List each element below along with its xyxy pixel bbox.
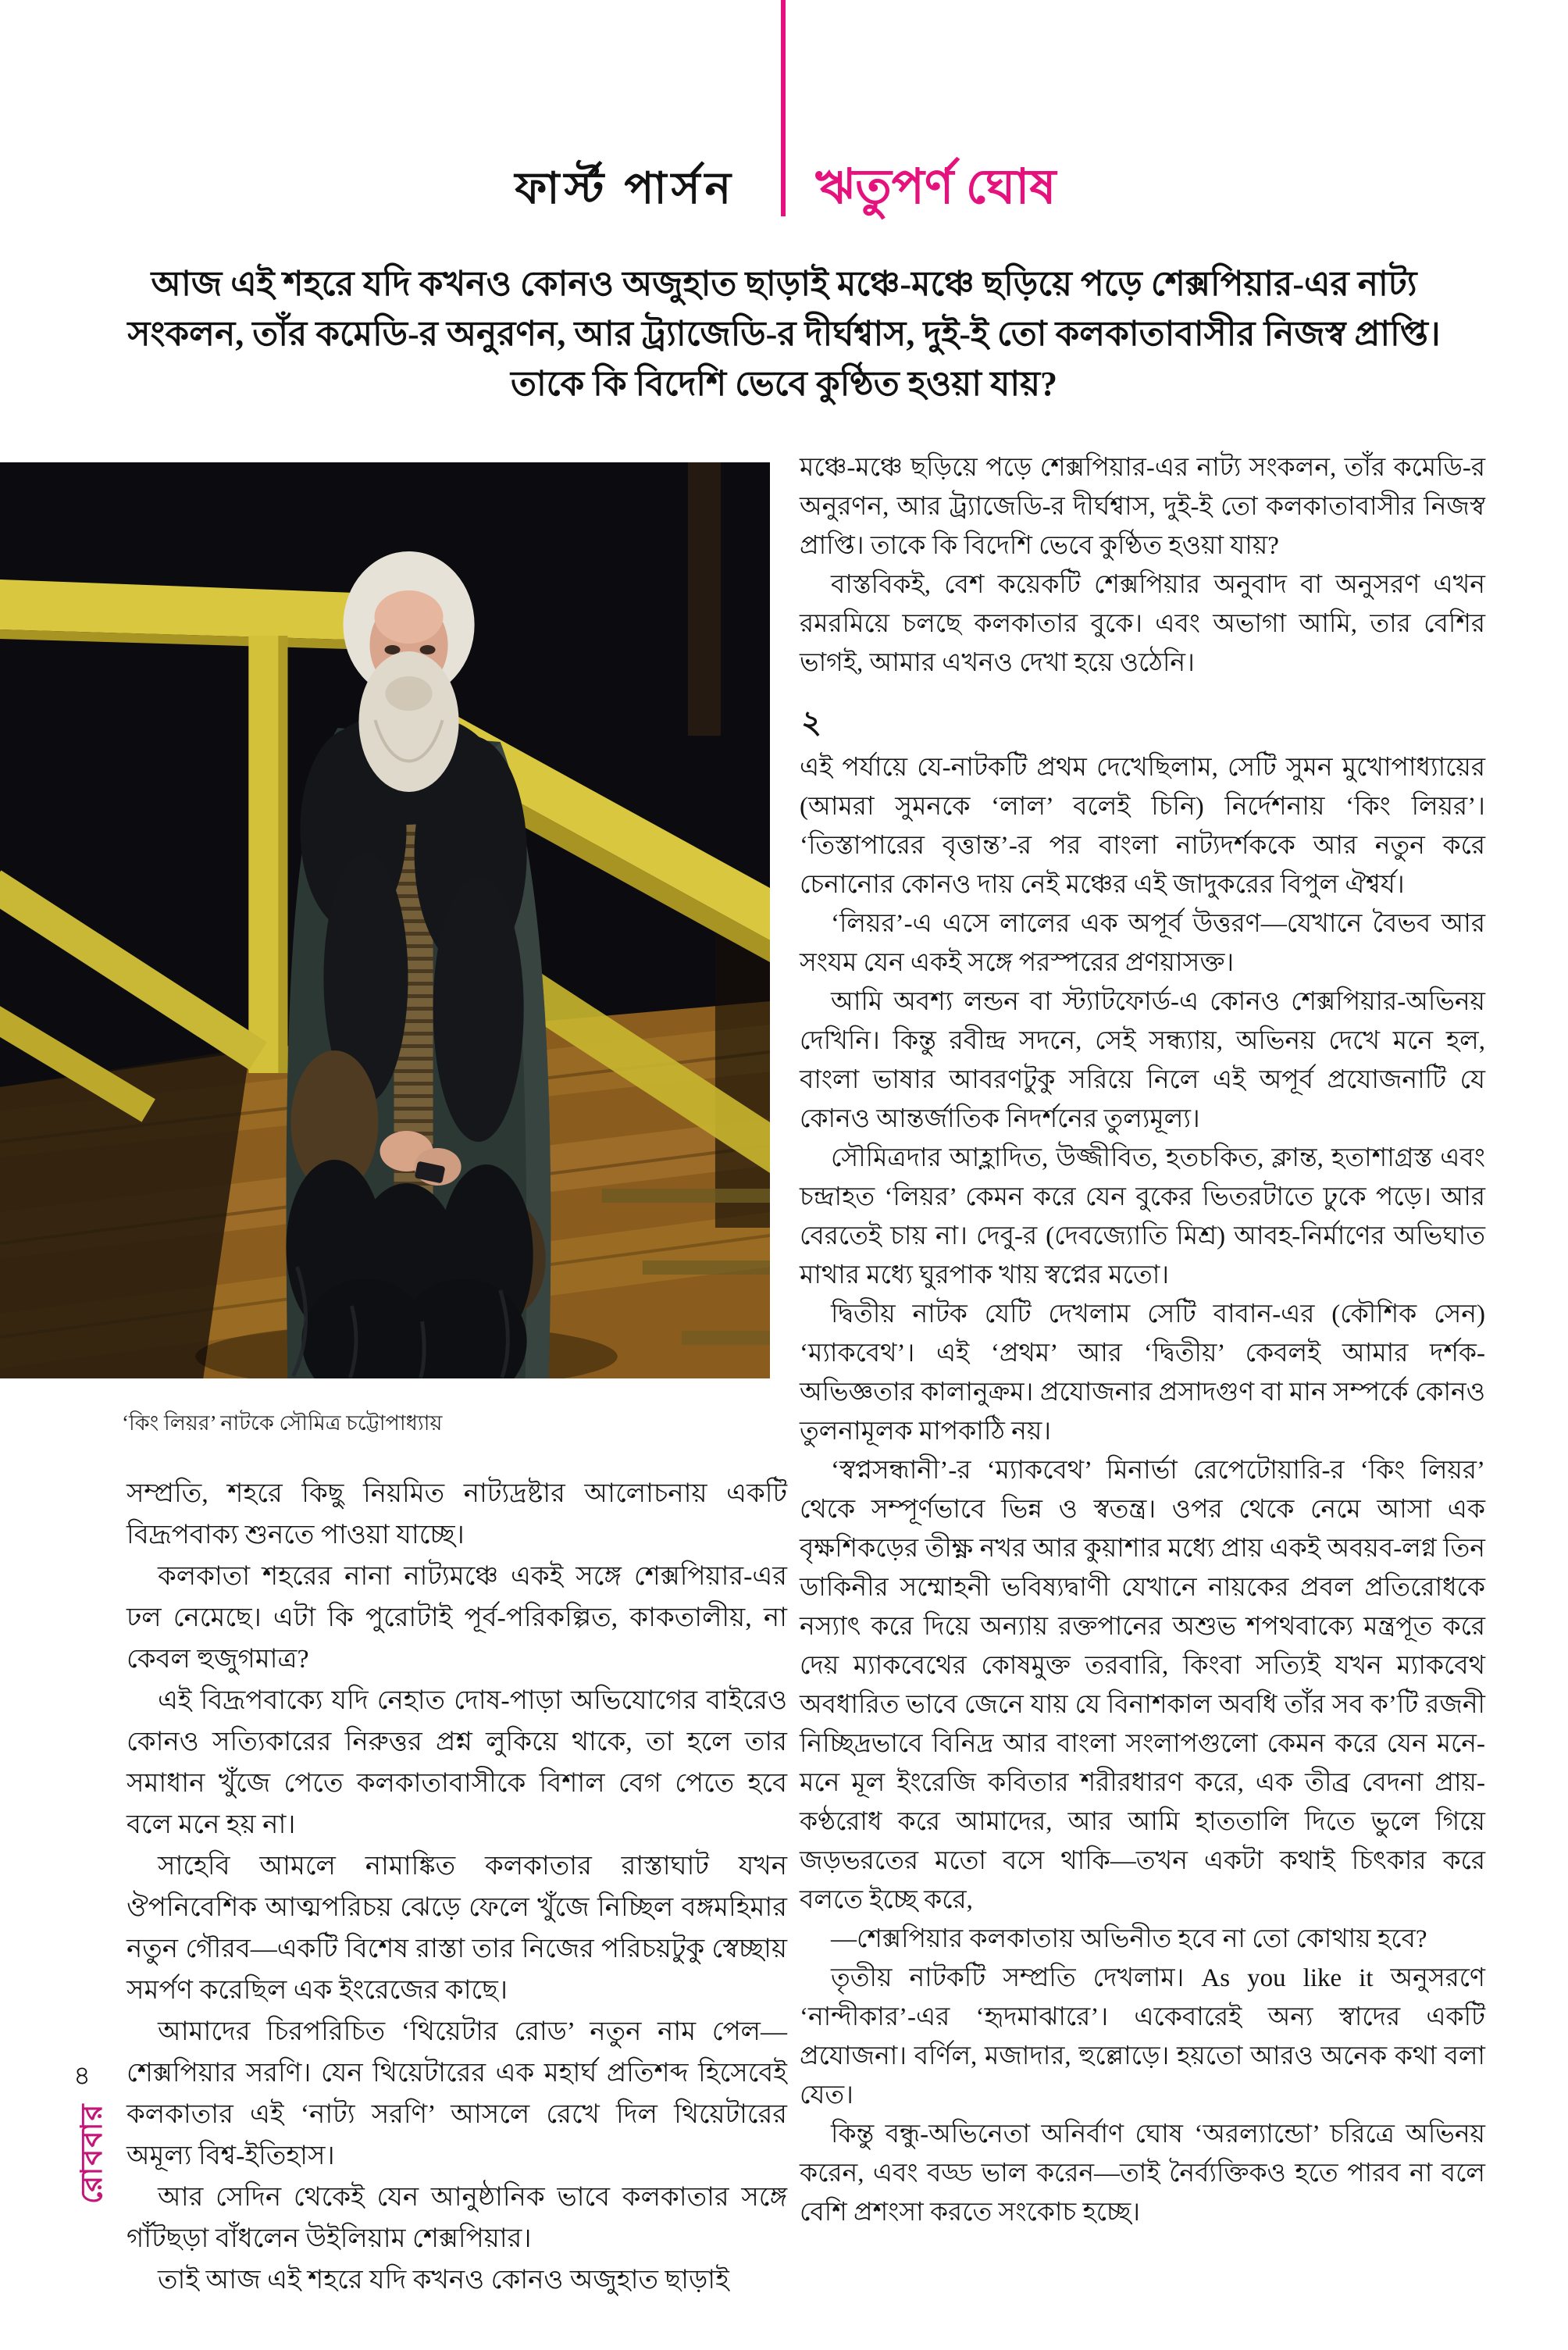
king-lear-photo-art <box>0 462 770 1378</box>
article-paragraph: ‘লিয়র’-এ এসে লালের এক অপূর্ব উত্তরণ—যেখানে বৈভব আর সংযম যেন একই সঙ্গে পরস্পরের প্রণয়াসক্ত। <box>800 910 1485 977</box>
section-kicker: ফার্স্ট পার্সন <box>515 165 736 213</box>
article-paragraph: বাস্তবিকই, বেশ কয়েকটি শেক্সপিয়ার অনুবাদ বা অনুসরণ এখন রমরমিয়ে চলছে কলকাতার বুকে। এবং অভাগা আমি, তার বেশির ভাগই, আমার এখনও দেখা হয়ে ওঠেনি। <box>800 571 1485 677</box>
article-paragraph: মঞ্চে-মঞ্চে ছড়িয়ে পড়ে শেক্সপিয়ার-এর নাট্য সংকলন, তাঁর কমেডি-র অনুরণন, আর ট্র্যাজেডি-র দীর্ঘশ্বাস, দুই-ই তো কলকাতাবাসীর নিজস্ব প্রাপ্তি। তাকে কি বিদেশি ভেবে কুণ্ঠিত হওয়া যায়? <box>800 454 1485 560</box>
masthead-vertical: রোববার <box>76 2102 109 2204</box>
article-paragraph: আমাদের চিরপরিচিত ‘থিয়েটার রোড’ নতুন নাম পেল—শেক্সপিয়ার সরণি। যেন থিয়েটারের এক মহার্ঘ প্রতিশব্দ হিসেবেই কলকাতার এই ‘নাট্য সরণি’ আসলে রেখে দিল থিয়েটারের অমূল্য বিশ্ব-ইতিহাস। <box>127 2017 787 2170</box>
article-paragraph: কলকাতা শহরের নানা নাট্যমঞ্চে একই সঙ্গে শেক্সপিয়ার-এর ঢল নেমেছে। এটা কি পুরোটাই পূর্ব-পরিকল্পিত, কাকতালীয়, না কেবল হুজুগমাত্র? <box>127 1562 787 1674</box>
article-paragraph: এই বিদ্রূপবাক্যে যদি নেহাত দোষ-পাড়া অভিযোগের বাইরেও কোনও সত্যিকারের নিরুত্তর প্রশ্ন লুকিয়ে থাকে, তা হলে তার সমাধান খুঁজে পেতে কলকাতাবাসীকে বিশাল বেগ পেতে হবে বলে মনে হয় না। <box>127 1686 787 1839</box>
photo-caption: ‘কিং লিয়র’ নাটকে সৌমিত্র চট্টোপাধ্যায় <box>122 1411 443 1435</box>
article-paragraph: —শেক্সপিয়ার কলকাতায় অভিনীত হবে না তো কোথায় হবে? <box>831 1925 1427 1953</box>
article-paragraph: তাই আজ এই শহরে যদি কখনও কোনও অজুহাত ছাড়াই <box>158 2266 729 2295</box>
article-paragraph: কিন্তু বন্ধু-অভিনেতা অনির্বাণ ঘোষ ‘অরল্যান্ডো’ চরিত্রে অভিনয় করেন, এবং বড্ড ভাল করেন—তাই নৈর্ব্যক্তিকও হতে পারব না বলে বেশি প্রশংসা করতে সংকোচ হচ্ছে। <box>800 2120 1485 2227</box>
article-paragraph: ‘স্বপ্নসন্ধানী’-র ‘ম্যাকবেথ’ মিনার্ভা রেপেটোয়ারি-র ‘কিং লিয়র’ থেকে সম্পূর্ণভাবে ভিন্ন ও স্বতন্ত্র। ওপর থেকে নেমে আসা এক বৃক্ষশিকড়ের তীক্ষ্ণ নখর আর কুয়াশার মধ্যে প্রায় একই অবয়ব-লগ্ন তিন ডাকিনীর সম্মোহনী ভবিষ্যদ্বাণী যেখানে নায়কের প্রবল প্রতিরোধকে নস্যাৎ করে দিয়ে অন্যায় রক্তপানের অশুভ শপথবাক্যে মন্ত্রপূত করে দেয় ম্যাকবেথের কোষমুক্ত তরবারি, কিংবা সত্যিই যখন ম্যাকবেথ অবধারিত ভাবে জেনে যায় যে বিনাশকাল অবধি তাঁর সব ক’টি রজনী নিচ্ছিদ্রভাবে বিনিদ্র আর বাংলা সংলাপগুলো কেমন করে যেন মনে-মনে মূল ইংরেজি কবিতার শরীরধারণ করে, এক তীব্র বেদনা প্রায়-কণ্ঠরোধ করে আমাদের, আর আমি হাততালি দিতে ভুলে গিয়ে জড়ভরতের মতো বসে থাকি—তখন একটা কথাই চিৎকার করে বলতে ইচ্ছে করে, <box>800 1457 1485 1914</box>
article-paragraph: সম্প্রতি, শহরে কিছু নিয়মিত নাট্যদ্রষ্টার আলোচনায় একটি বিদ্রূপবাক্য শুনতে পাওয়া যাচ্ছে। <box>127 1479 787 1549</box>
article-paragraph: দ্বিতীয় নাটক যেটি দেখলাম সেটি বাবান-এর (কৌশিক সেন) ‘ম্যাকবেথ’। এই ‘প্রথম’ আর ‘দ্বিতীয়’ কেবলই আমার দর্শক-অভিজ্ঞতার কালানুক্রম। প্রযোজনার প্রসাদগুণ বা মান সম্পর্কে কোনও তুলনামূলক মাপকাঠি নয়। <box>800 1300 1485 1446</box>
header-divider-rule <box>781 0 786 216</box>
article-paragraph: এই পর্যায়ে যে-নাটকটি প্রথম দেখেছিলাম, সেটি সুমন মুখোপাধ্যায়ের (আমরা সুমনকে ‘লাল’ বলেই চিনি) নির্দেশনায় ‘কিং লিয়র’। ‘তিস্তাপারের বৃত্তান্ত’-র পর বাংলা নাট্যদর্শককে আর নতুন করে চেনানোর কোনও দায় নেই মঞ্চের এই জাদুকরের বিপুল ঐশ্বর্য। <box>800 754 1485 899</box>
author-name: ঋতুপর্ণ ঘোষ <box>815 161 1057 214</box>
article-paragraph: আমি অবশ্য লন্ডন বা স্ট্যাটফোর্ড-এ কোনও শেক্সপিয়ার-অভিনয় দেখিনি। কিন্তু রবীন্দ্র সদনে, সেই সন্ধ্যায়, অভিনয় দেখে মনে হল, বাংলা ভাষার আবরণটুকু সরিয়ে নিলে এই অপূর্ব প্রযোজনাটি যে কোনও আন্তর্জাতিক নিদর্শনের তুল্যমূল্য। <box>800 988 1485 1133</box>
standfirst-intro: আজ এই শহরে যদি কখনও কোনও অজুহাত ছাড়াই মঞ্চে-মঞ্চে ছড়িয়ে পড়ে শেক্সপিয়ার-এর নাট্য সংকলন, তাঁর কমেডি-র অনুরণন, আর ট্র্যাজেডি-র দীর্ঘশ্বাস, দুই-ই তো কলকাতাবাসীর নিজস্ব প্রাপ্তি। তাকে কি বিদেশি ভেবে কুণ্ঠিত হওয়া যায়? <box>127 265 1441 403</box>
article-paragraph: সৌমিত্রদার আহ্লাদিত, উজ্জীবিত, হতচকিত, ক্লান্ত, হতাশাগ্রস্ত এবং চন্দ্রাহত ‘লিয়র’ কেমন করে যেন বুকের ভিতরটাতে ঢুকে পড়ে। আর বেরতেই চায় না। দেবু-র (দেবজ্যোতি মিশ্র) আবহ-নির্মাণের অভিঘাত মাথার মধ্যে ঘুরপাক খায় স্বপ্নের মতো। <box>800 1144 1485 1289</box>
left-column <box>127 1473 787 2301</box>
page-number: ৪ <box>73 2062 91 2091</box>
article-paragraph: সাহেবি আমলে নামাঙ্কিত কলকাতার রাস্তাঘাট যখন ঔপনিবেশিক আত্মপরিচয় ঝেড়ে ফেলে খুঁজে নিচ্ছিল বঙ্গমহিমার নতুন গৌরব—একটি বিশেষ রাস্তা তার নিজের পরিচয়টুকু স্বেচ্ছায় সমর্পণ করেছিল এক ইংরেজের কাছে। <box>127 1852 787 2005</box>
article-paragraph: তৃতীয় নাটকটি সম্প্রতি দেখলাম। As you like it অনুসরণে ‘নান্দীকার’-এর ‘হৃদমাঝারে’। একেবারেই অন্য স্বাদের একটি প্রযোজনা। বর্ণিল, মজাদার, হুল্লোড়ে। হয়তো আরও অনেক কথা বলা যেত। <box>800 1964 1485 2109</box>
right-column <box>800 448 1485 2232</box>
section-number: ২ <box>801 704 822 740</box>
article-paragraph: আর সেদিন থেকেই যেন আনুষ্ঠানিক ভাবে কলকাতার সঙ্গে গাঁটছড়া বাঁধলেন উইলিয়াম শেক্সপিয়ার। <box>127 2183 787 2253</box>
king-lear-photo <box>0 462 770 1378</box>
